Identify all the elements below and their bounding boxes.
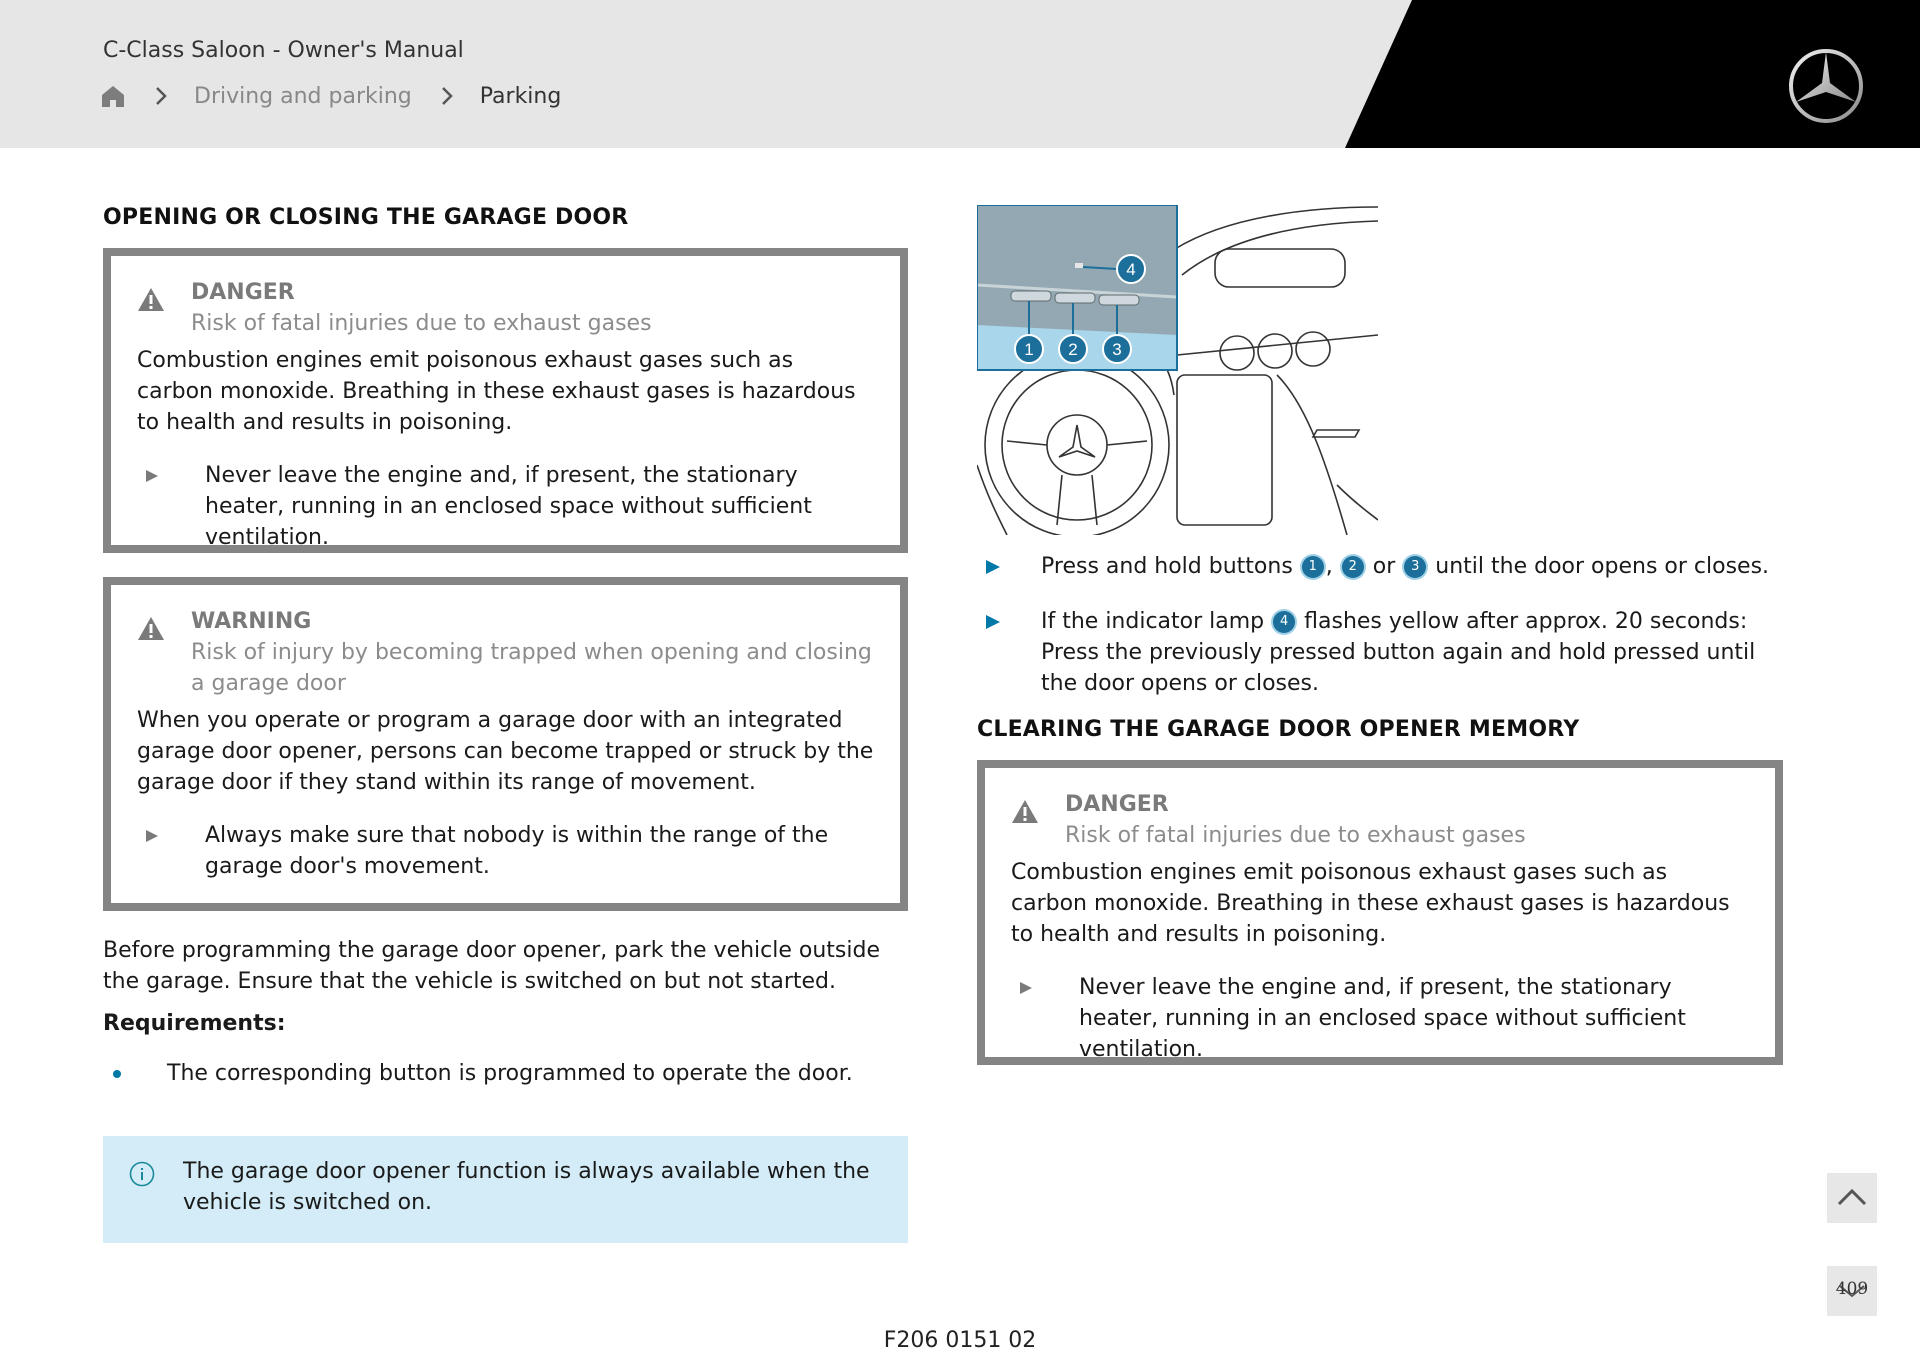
step-text	[1041, 606, 1783, 699]
step-text-part: If the indicator lamp	[1041, 609, 1265, 634]
callout-4: 4	[1126, 260, 1136, 279]
home-icon[interactable]	[100, 83, 126, 109]
callout-2: 2	[1068, 340, 1078, 359]
alert-type: WARNING	[191, 609, 312, 634]
step-arrow-icon	[145, 829, 159, 843]
step-text	[1041, 551, 1769, 582]
alert-type: DANGER	[191, 280, 295, 305]
intro-paragraph: Before programming the garage door opener, park the vehicle outside the garage. Ensure that the vehicle is switched on but not started.	[103, 938, 881, 994]
section-title-clearing: CLEARING THE GARAGE DOOR OPENER MEMORY	[977, 717, 1580, 742]
step-separator: or	[1372, 554, 1396, 579]
warning-triangle-icon	[137, 615, 165, 641]
step-arrow-icon	[145, 469, 159, 483]
star-logo	[1786, 46, 1866, 126]
alert-step	[1011, 972, 1749, 1065]
chevron-up-icon	[1827, 1173, 1877, 1223]
alert-step	[137, 820, 874, 882]
step-arrow-icon	[1019, 981, 1033, 995]
step-indicator-lamp	[977, 606, 1783, 699]
alert-subtitle: Risk of fatal injuries due to exhaust gases	[191, 311, 652, 336]
step-press-buttons	[977, 551, 1783, 582]
warning-triangle-icon	[1011, 798, 1039, 824]
warning-box	[103, 577, 908, 911]
callout-1: 1	[1024, 340, 1034, 359]
alert-step-text: Never leave the engine and, if present, the stationary heater, running in an enclosed space without sufficient ventilation.	[205, 463, 812, 550]
step-text-part: flashes yellow after approx. 20 seconds: Press the previously pressed button again and hold pressed until the door opens or closes.	[1041, 609, 1756, 696]
alert-body: Combustion engines emit poisonous exhaust gases such as carbon monoxide. Breathing in these exhaust gases is hazardous to health and results in poisoning.	[1011, 860, 1730, 947]
bullet-dot	[113, 1070, 121, 1078]
header-bar	[0, 0, 1920, 148]
alert-type: DANGER	[1065, 792, 1169, 817]
step-separator: ,	[1325, 554, 1333, 579]
right-column	[977, 205, 1783, 1065]
requirement-text: The corresponding button is programmed to operate the door.	[167, 1061, 853, 1086]
alert-subtitle: Risk of fatal injuries due to exhaust gases	[1065, 823, 1526, 848]
requirement-item	[103, 1058, 908, 1089]
section-title-opening: OPENING OR CLOSING THE GARAGE DOOR	[103, 205, 629, 230]
page-menu-button[interactable]	[1827, 1266, 1877, 1316]
requirements-label: Requirements:	[103, 1011, 286, 1036]
button-3-marker: 3	[1404, 556, 1426, 578]
step-arrow-icon	[985, 559, 1001, 575]
garage-opener-illustration	[977, 205, 1378, 535]
danger-box	[103, 248, 908, 553]
scroll-to-top-button[interactable]	[1827, 1173, 1877, 1223]
button-2-marker: 2	[1342, 556, 1364, 578]
alert-step-text: Always make sure that nobody is within the range of the garage door's movement.	[205, 823, 829, 879]
step-arrow-icon	[985, 614, 1001, 630]
info-text: The garage door opener function is always available when the vehicle is switched on.	[183, 1159, 870, 1215]
breadcrumb	[100, 80, 561, 112]
chevron-right-icon	[440, 85, 454, 107]
danger-box-clearing	[977, 760, 1783, 1065]
step-text-part: until the door opens or closes.	[1435, 554, 1770, 579]
button-1-marker: 1	[1302, 556, 1324, 578]
alert-step-text: Never leave the engine and, if present, the stationary heater, running in an enclosed space without sufficient ventilation.	[1079, 975, 1686, 1062]
callout-3: 3	[1112, 340, 1122, 359]
breadcrumb-driving-and-parking[interactable]: Driving and parking	[194, 83, 412, 109]
manual-title: C-Class Saloon - Owner's Manual	[103, 38, 464, 63]
alert-subtitle: Risk of injury by becoming trapped when opening and closing a garage door	[191, 640, 872, 696]
info-icon	[129, 1161, 155, 1187]
breadcrumb-parking: Parking	[479, 83, 562, 109]
lamp-4-marker: 4	[1273, 611, 1295, 633]
document-code: F206 0151 02	[883, 1328, 1037, 1353]
step-text-part: Press and hold buttons	[1041, 554, 1293, 579]
chevron-right-icon	[154, 85, 168, 107]
page-number: 409	[1835, 1279, 1869, 1299]
alert-body: When you operate or program a garage door with an integrated garage door opener, persons can become trapped or struck by the garage door if they stand within its range of movement.	[137, 708, 874, 795]
info-box	[103, 1136, 908, 1243]
warning-triangle-icon	[137, 286, 165, 312]
alert-body: Combustion engines emit poisonous exhaust gases such as carbon monoxide. Breathing in these exhaust gases is hazardous to health and results in poisoning.	[137, 348, 856, 435]
alert-step	[137, 460, 874, 553]
left-column	[103, 205, 908, 1243]
